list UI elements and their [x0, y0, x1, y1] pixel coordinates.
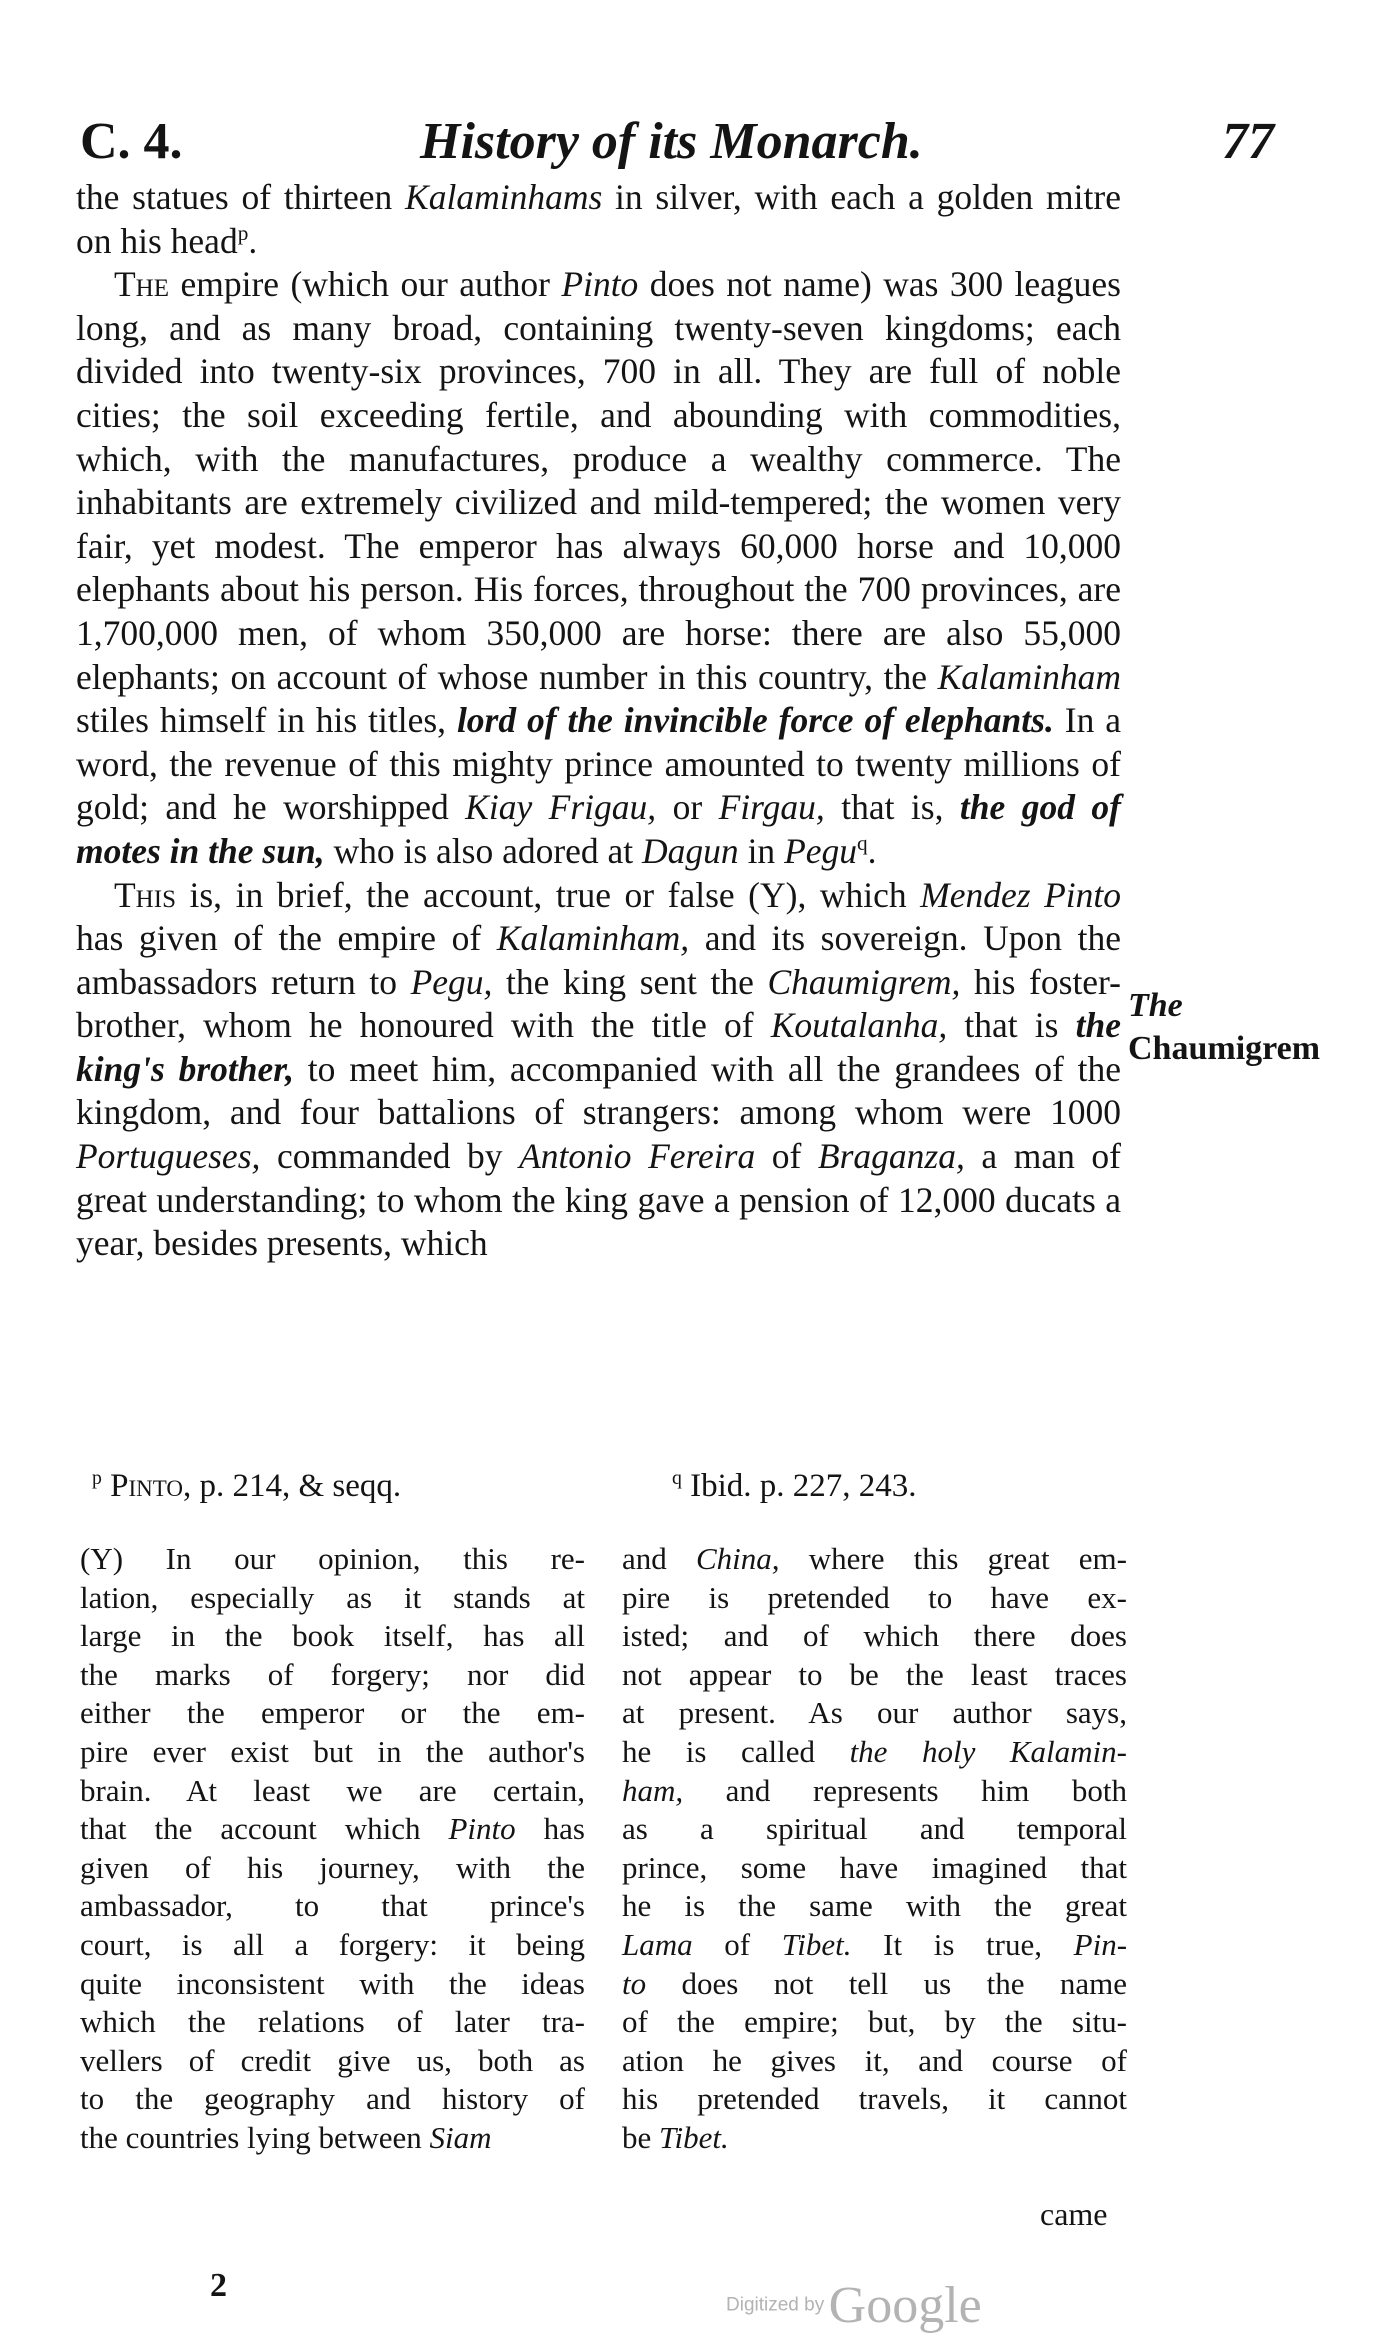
citation-p: $^p$ Pinto, p. 214, & seqq. [92, 1467, 402, 1504]
note-line: not appear to be the least traces [622, 1656, 1127, 1692]
note-line: at present. As our author says, [622, 1695, 1127, 1731]
paragraph-empire: The empire (which our author Pinto does not name) was 300 leagues long, and as many broad, containing twenty-seven kingdoms; each divided into twenty-six provinces, 700 in all. They are full of noble cities; the soil exceeding fertile, and abounding with commodities, which, with the manufactures, produce a wealthy commerce. The inhabitants are extremely civilized and mild-tempered; the women very fair, yet modest. The emperor has always 60,000 horse and 10,000 elephants about his person. His forces, throughout the 700 provinces, are 1,700,000 men, of whom 350,000 are horse: there are also 55,000 elephants; on account of whose number in this country, the Kalaminham stiles himself in his titles, lord of the invincible force of elephants. In a word, the revenue of this mighty prince amounted to twenty millions of gold; and he worshipped Kiay Frigau, or Firgau, that is, the god of motes in the sun, who is also adored at Dagun in Pegu$^q$. [76, 264, 1122, 871]
note-line: prince, some have imagined that [622, 1849, 1127, 1885]
note-line: his pretended travels, it cannot [622, 2081, 1127, 2117]
note-line: and China, where this great em- [622, 1541, 1127, 1576]
note-line: quite inconsistent with the ideas [80, 1965, 585, 2001]
note-y-left-column [80, 1540, 585, 2158]
note-line: (Y) In our opinion, this re- [80, 1541, 585, 1576]
page-number: 77 [1222, 113, 1274, 170]
marginal-note: The Chaumigrem [1128, 987, 1321, 1067]
note-line: pire ever exist but in the author's [80, 1733, 585, 1769]
note-line: ation he gives it, and course of [622, 2042, 1127, 2078]
note-line: that the account which Pinto has [80, 1811, 585, 1847]
google-logo: Google [828, 2277, 982, 2334]
note-line: either the emperor or the em- [80, 1695, 585, 1731]
running-title: History of its Monarch. [420, 113, 923, 170]
note-line: court, is all a forgery: it being [80, 1926, 585, 1962]
note-line: large in the book itself, has all [80, 1618, 585, 1654]
note-line: which the relations of later tra- [80, 2004, 585, 2040]
paragraph-continued: the statues of thirteen Kalaminhams in silver, with each a golden mitre on his head$^p$. [76, 177, 1121, 261]
chapter-marker: C. 4. [80, 113, 183, 170]
note-line: pire is pretended to have ex- [622, 1579, 1127, 1615]
note-line: the marks of forgery; nor did [80, 1656, 585, 1692]
note-line: as a spiritual and temporal [622, 1811, 1127, 1847]
note-line: given of his journey, with the [80, 1849, 585, 1885]
note-line: be Tibet. [622, 2119, 729, 2155]
note-line: brain. At least we are certain, [80, 1772, 585, 1808]
catchword: came [1040, 2196, 1108, 2232]
note-line: to does not tell us the name [622, 1965, 1127, 2001]
running-head [80, 112, 1300, 172]
note-y-right-column [622, 1540, 1127, 2158]
note-line: Lama of Tibet. It is true, Pin- [622, 1926, 1128, 1962]
note-line: ambassador, to that prince's [80, 1888, 585, 1924]
digitized-watermark [726, 2276, 982, 2335]
note-line: to the geography and history of [80, 2081, 585, 2117]
citation-q: $^q$ Ibid. p. 227, 243. [672, 1467, 917, 1504]
footnote-ref-p: p [237, 220, 249, 245]
paragraph-account: This is, in brief, the account, true or false (Y), which Mendez Pinto has given of the empire of Kalaminham, and its sovereign. Upon the ambassadors return to Pegu, the king sent the Chaumigrem, his foster-brother, whom he honoured with the title of Koutalanha, that is the king's brother, to meet him, accompanied with all the grandees of the kingdom, and four battalions of strangers: among whom were 1000 Portugueses, commanded by Antonio Fereira of Braganza, a man of great understanding; to whom the king gave a pension of 12,000 ducats a year, besides presents, which [76, 874, 1122, 1264]
note-line: lation, especially as it stands at [80, 1579, 585, 1615]
note-line: ham, and represents him both [622, 1772, 1127, 1808]
watermark-caption: Digitized by [726, 2294, 825, 2316]
note-line: vellers of credit give us, both as [80, 2042, 585, 2078]
note-line: he is called the holy Kalamin- [622, 1733, 1127, 1769]
note-line: of the empire; but, by the situ- [622, 2004, 1127, 2040]
main-text [76, 176, 1121, 1266]
signature-mark: 2 [210, 2267, 227, 2304]
note-line: isted; and of which there does [622, 1618, 1127, 1654]
footnote-ref-q: q [857, 831, 868, 856]
note-line: the countries lying between Siam [80, 2119, 492, 2155]
note-line: he is the same with the great [622, 1888, 1127, 1924]
